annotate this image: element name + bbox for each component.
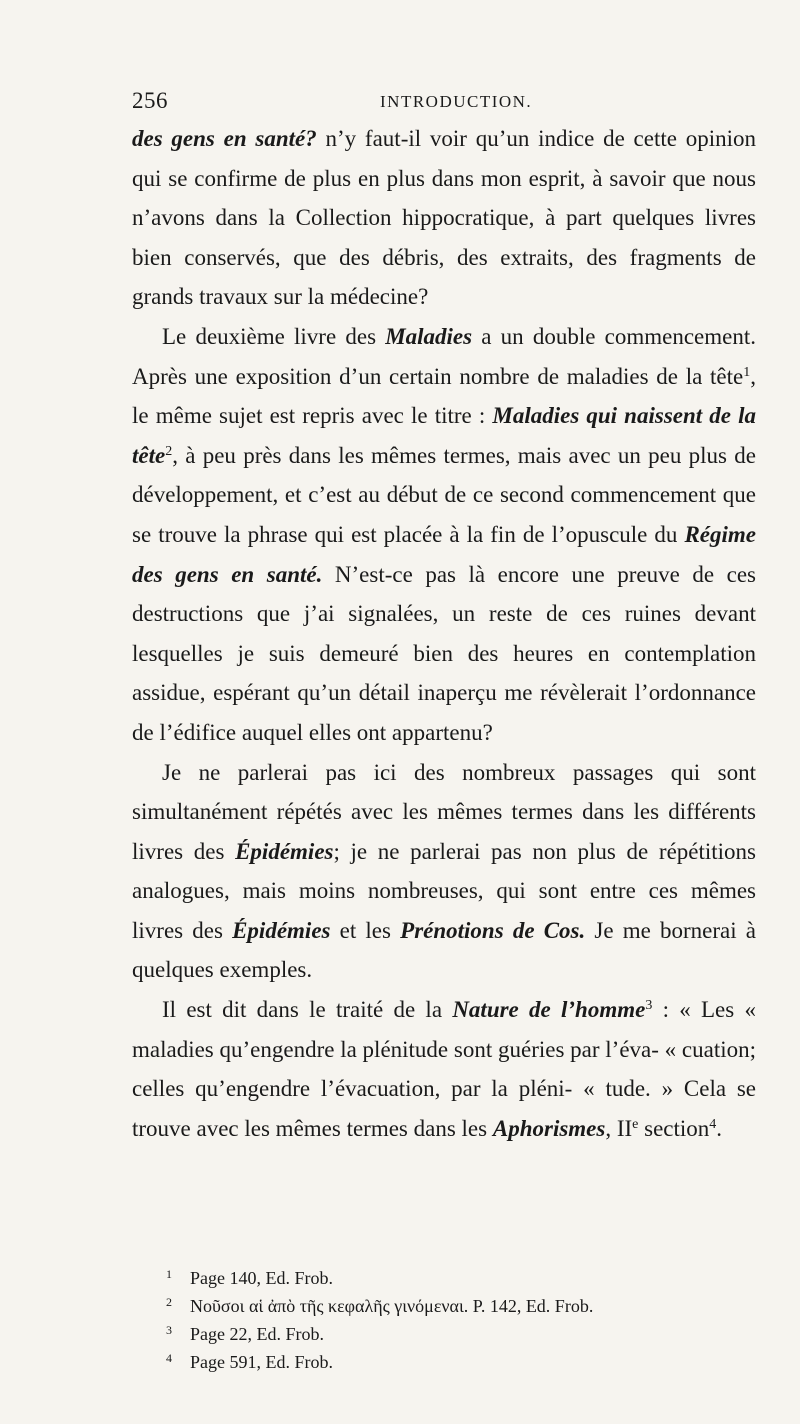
italic-title: des gens en santé? — [132, 126, 317, 151]
text-run: . — [716, 1115, 723, 1141]
footnote-mark: 3 — [166, 1323, 172, 1337]
footnote-ref[interactable]: 1 — [743, 364, 751, 380]
footnote-4 — [160, 1348, 760, 1376]
text-run: , II — [605, 1115, 633, 1141]
text-run: Il est dit dans le traité de la — [162, 997, 453, 1023]
footnote-ref[interactable]: 2 — [165, 443, 173, 459]
superscript: e — [632, 1116, 639, 1132]
italic-title: Nature de l’homme — [452, 997, 646, 1023]
footnotes — [160, 1264, 760, 1376]
body-text — [132, 119, 756, 1148]
footnote-text: Page 22, Ed. Frob. — [190, 1324, 324, 1344]
paragraph-1 — [132, 119, 756, 317]
paragraph-4 — [132, 990, 756, 1148]
italic-title: Maladies — [385, 323, 473, 349]
italic-title: Aphorismes — [492, 1115, 606, 1141]
footnote-2 — [160, 1292, 760, 1320]
text-run: section — [638, 1115, 710, 1141]
paragraph-2 — [132, 317, 756, 753]
running-title: INTRODUCTION. — [380, 92, 533, 111]
footnote-ref[interactable]: 4 — [709, 1116, 717, 1132]
italic-title: Prénotions de Cos. — [400, 917, 586, 943]
page-number: 256 — [132, 88, 168, 113]
italic-title: Maladies qui naissent de la tête — [132, 403, 756, 468]
text-run: ; je ne parlerai pas non plus de répétitions analogues, mais moins nombreuses, qui sont entre ces mêmes livres des — [132, 838, 757, 943]
footnote-text: Νοῦσοι αἱ ἀπὸ τῆς κεφαλῆς γινόμεναι. P. 142, Ed. Frob. — [190, 1296, 594, 1316]
italic-title: Épidémies — [232, 917, 331, 943]
text-run: N’est-ce pas là encore une preuve de ces destructions que j’ai signalées, un reste de ces ruines devant lesquelles je suis demeuré bien des heures en contemplation assidue, espérant qu’un détail inaperçu me révèlerait l’ordonnance de l’édifice auquel elles ont appartenu? — [132, 561, 756, 745]
text-run: Le deuxième livre des — [162, 323, 386, 349]
footnote-mark: 1 — [166, 1267, 172, 1281]
text-run: Je me bornerai à quelques exemples. — [132, 917, 757, 983]
text-run: a un double commencement. Après une exposition d’un certain nombre de maladies de la tête — [132, 323, 756, 389]
text-run: : « Les « maladies qu’engendre la plénitude sont guéries par l’éva- « cuation; celles qu’engendre l’évacuation, par la pléni- « tude. » Cela se trouve avec les mêmes termes dans les — [132, 997, 756, 1141]
footnote-1 — [160, 1264, 760, 1292]
text-run: et les — [330, 917, 401, 943]
footnote-ref[interactable]: 3 — [645, 998, 653, 1014]
text-run: , le même sujet est repris avec le titre : — [132, 363, 756, 429]
italic-title: Régime des gens en santé. — [132, 521, 756, 587]
footnote-text: Page 591, Ed. Frob. — [190, 1352, 333, 1372]
footnote-mark: 4 — [166, 1351, 172, 1365]
footnote-mark: 2 — [166, 1295, 172, 1309]
italic-title: Épidémies — [235, 838, 334, 864]
text-run: n’y faut-il voir qu’un indice de cette opinion qui se confirme de plus en plus dans mon esprit, à savoir que nous n’avons dans la Collection hippocratique, à part quelques livres bien conservés, que des débris, des extraits, des fragments de grands travaux sur la médecine? — [132, 126, 756, 310]
page-header — [132, 88, 752, 118]
footnote-3 — [160, 1320, 760, 1348]
text-run: , à peu près dans les mêmes termes, mais avec un peu plus de développement, et c’est au début de ce second commencement que se trouve la phrase qui est placée à la fin de l’opuscule du — [132, 442, 756, 547]
text-run: Je ne parlerai pas ici des nombreux passages qui sont simultanément répétés avec les mêmes termes dans les différents livres des — [132, 759, 756, 864]
footnote-text: Page 140, Ed. Frob. — [190, 1268, 333, 1288]
paragraph-3 — [132, 753, 756, 991]
